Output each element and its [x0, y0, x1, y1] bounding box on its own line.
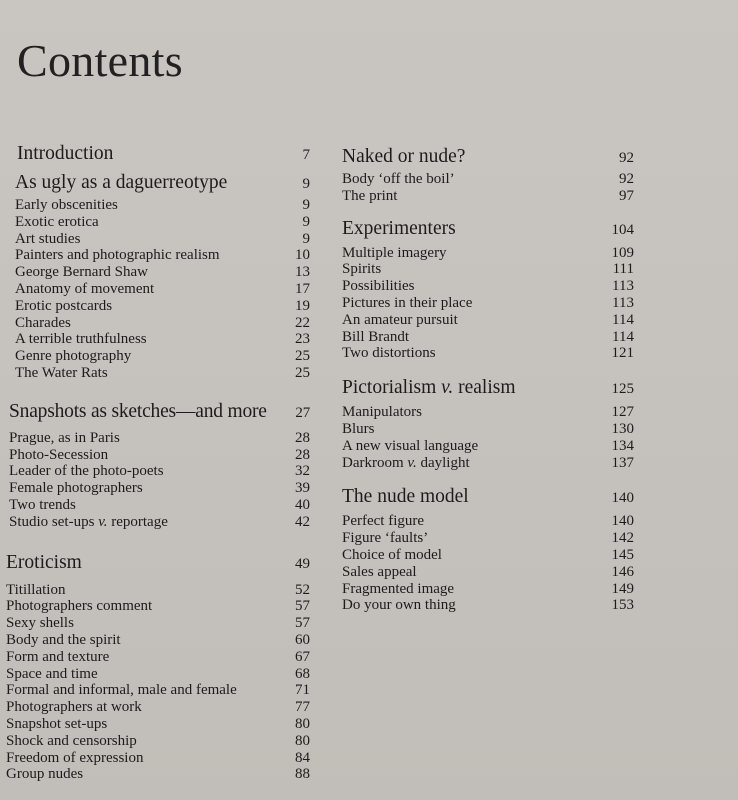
toc-entry — [6, 582, 310, 599]
toc-entry — [6, 666, 310, 683]
section-heading-page: 104 — [611, 221, 634, 238]
toc-entry — [342, 597, 634, 614]
toc-entry-title: Exotic erotica — [15, 213, 99, 230]
toc-entry-page: 84 — [295, 749, 310, 766]
section-heading-part: realism — [453, 377, 516, 399]
toc-entry-page: 39 — [295, 480, 310, 497]
toc-entry-title: Choice of model — [342, 546, 442, 563]
toc-entry — [6, 632, 310, 649]
toc-entry-page: 71 — [295, 682, 310, 699]
section-heading — [9, 400, 310, 425]
toc-entry-title: The print — [342, 187, 398, 204]
toc-entry-title-part: Darkroom — [342, 454, 408, 471]
toc-entry — [342, 564, 634, 581]
section-pictorialism — [342, 376, 634, 471]
toc-entry-page: 109 — [611, 244, 634, 261]
toc-entry-page: 111 — [612, 261, 634, 278]
section-heading-title: Naked or nude? — [342, 146, 466, 167]
toc-entry — [342, 581, 634, 598]
toc-entry — [342, 530, 634, 547]
toc-entry-page: 77 — [295, 699, 310, 716]
toc-entry — [342, 171, 634, 188]
toc-entry-title-italic: v. — [98, 513, 108, 530]
toc-entry-page: 80 — [295, 732, 310, 749]
section-heading — [17, 142, 310, 167]
toc-entry — [342, 312, 634, 329]
toc-entry-page: 23 — [295, 331, 310, 348]
toc-entry-title: Sexy shells — [6, 615, 74, 632]
toc-entry-title: Form and texture — [6, 648, 110, 665]
toc-entry-page: 140 — [611, 513, 634, 530]
toc-entry — [9, 514, 310, 531]
toc-entry — [342, 513, 634, 530]
toc-entry-page: 17 — [295, 280, 310, 297]
toc-entry-title: Multiple imagery — [342, 244, 447, 261]
toc-entry-page: 42 — [295, 513, 310, 530]
toc-entry-page: 137 — [611, 454, 634, 471]
toc-entry-page: 130 — [611, 420, 634, 437]
toc-entry-page: 145 — [611, 546, 634, 563]
toc-entry-title: Photo-Secession — [9, 446, 109, 463]
toc-entry-title: Two trends — [9, 496, 76, 513]
toc-entry-title: Photographers at work — [6, 699, 142, 716]
toc-entry-page: 113 — [612, 294, 634, 311]
toc-entry-title: Blurs — [342, 420, 375, 437]
section-heading-page: 7 — [302, 147, 310, 163]
toc-entry-title: Titillation — [6, 581, 66, 598]
contents-right-column — [342, 145, 634, 614]
section-nude-model — [342, 485, 634, 614]
toc-entry — [15, 264, 310, 281]
toc-entry-page: 19 — [295, 297, 310, 314]
toc-entry-page: 114 — [612, 328, 634, 345]
toc-entry — [342, 329, 634, 346]
toc-entry-title: Body and the spirit — [6, 631, 121, 648]
toc-entry-title: The Water Rats — [15, 364, 108, 381]
toc-entry — [9, 463, 310, 480]
toc-entry-title: Body ‘off the boil’ — [342, 171, 455, 187]
toc-entry-page: 10 — [295, 247, 310, 264]
toc-entry-page: 142 — [611, 530, 634, 547]
toc-entry — [342, 245, 634, 262]
section-heading-page: 125 — [611, 381, 634, 398]
section-introduction — [3, 142, 310, 167]
toc-entry-title — [342, 455, 470, 472]
toc-entry — [15, 281, 310, 298]
toc-entry-page: 127 — [611, 404, 634, 421]
toc-entry — [15, 231, 310, 248]
toc-entry — [9, 497, 310, 514]
toc-entry-title-italic: v. — [407, 454, 417, 471]
toc-entry-title: Spirits — [342, 261, 382, 278]
section-heading-title: Experimenters — [342, 217, 456, 239]
toc-entry-page: 92 — [619, 171, 634, 187]
toc-entry-title: Figure ‘faults’ — [342, 530, 429, 547]
section-heading — [342, 145, 634, 170]
toc-entry-title-part: daylight — [416, 454, 470, 471]
toc-entry — [15, 214, 310, 231]
section-heading-page: 92 — [619, 150, 634, 166]
toc-entry-page: 113 — [612, 278, 634, 295]
section-snapshots — [3, 400, 310, 531]
toc-entry-title: Fragmented image — [342, 580, 455, 597]
toc-entry-title: A terrible truthfulness — [15, 331, 147, 348]
toc-entry — [15, 348, 310, 365]
toc-entry-page: 68 — [295, 665, 310, 682]
toc-entry-title: An amateur pursuit — [342, 311, 458, 328]
toc-entry — [6, 682, 310, 699]
toc-entry-title: Perfect figure — [342, 513, 425, 530]
toc-entry — [342, 261, 634, 278]
toc-entry-title: Anatomy of movement — [15, 280, 155, 297]
toc-entry-title-part: reportage — [107, 513, 168, 530]
toc-entry — [6, 649, 310, 666]
toc-entry-page: 121 — [611, 345, 634, 362]
section-heading — [342, 217, 634, 242]
toc-entry-title: Snapshot set-ups — [6, 715, 108, 732]
toc-entry — [9, 430, 310, 447]
toc-entry-title: Group nudes — [6, 766, 84, 783]
toc-entry-page: 32 — [295, 463, 310, 480]
toc-entry — [6, 716, 310, 733]
toc-entry-page: 52 — [295, 581, 310, 598]
toc-entry-title: Bill Brandt — [342, 328, 410, 345]
toc-entry-title: Erotic postcards — [15, 297, 113, 314]
section-heading-title: As ugly as a daguerreotype — [15, 172, 228, 193]
toc-entry-page: 28 — [295, 429, 310, 446]
section-heading-title: Eroticism — [6, 551, 82, 573]
toc-entry-page: 25 — [295, 348, 310, 365]
toc-entry-title: Leader of the photo-poets — [9, 463, 164, 480]
toc-entry-title: Pictures in their place — [342, 294, 473, 311]
toc-entry-title: Photographers comment — [6, 598, 153, 615]
toc-entry — [342, 421, 634, 438]
toc-entry-title: Manipulators — [342, 404, 422, 421]
toc-entry-page: 88 — [295, 766, 310, 783]
toc-entry-page: 28 — [295, 446, 310, 463]
toc-entry-page: 146 — [611, 563, 634, 580]
toc-entry-title-part: Studio set-ups — [9, 513, 99, 530]
toc-entry-page: 97 — [619, 187, 634, 204]
toc-entry-title: Genre photography — [15, 348, 132, 365]
toc-entry-title: Art studies — [15, 230, 81, 247]
toc-entry-page: 40 — [295, 496, 310, 513]
toc-entry — [15, 365, 310, 382]
toc-entry — [15, 331, 310, 348]
toc-entry-title: Possibilities — [342, 278, 415, 295]
toc-entry-page: 114 — [612, 311, 634, 328]
toc-entry — [6, 598, 310, 615]
toc-entry-page: 57 — [295, 615, 310, 632]
toc-entry-page: 60 — [295, 631, 310, 648]
section-heading-title: Introduction — [17, 143, 114, 164]
toc-entry-title: Two distortions — [342, 345, 436, 362]
toc-entry-title: Sales appeal — [342, 563, 417, 580]
section-heading-page: 27 — [295, 404, 310, 421]
toc-entry-title: Space and time — [6, 665, 98, 682]
toc-entry — [342, 188, 634, 205]
toc-entry — [342, 345, 634, 362]
section-daguerreotype — [3, 171, 310, 382]
toc-entry — [15, 247, 310, 264]
section-naked-or-nude — [342, 145, 634, 205]
section-heading-page: 140 — [611, 490, 634, 507]
toc-entry-title: Painters and photographic realism — [15, 247, 220, 264]
toc-entry-title — [9, 514, 168, 531]
section-heading-title: Snapshots as sketches—and more — [9, 400, 267, 422]
toc-entry — [6, 750, 310, 767]
toc-entry-title: A new visual language — [342, 437, 479, 454]
toc-entry-title: Freedom of expression — [6, 749, 144, 766]
toc-entry — [342, 295, 634, 312]
contents-left-column — [3, 142, 310, 783]
toc-entry-title: Early obscenities — [15, 197, 118, 213]
toc-entry-title: Prague, as in Paris — [9, 429, 120, 446]
section-heading-title — [342, 376, 516, 400]
toc-entry — [15, 298, 310, 315]
toc-entry — [6, 615, 310, 632]
toc-entry — [342, 438, 634, 455]
toc-entry — [342, 278, 634, 295]
toc-entry — [6, 733, 310, 750]
section-heading-page: 9 — [302, 176, 310, 192]
section-heading-italic: v. — [441, 377, 454, 399]
toc-entry-title: Charades — [15, 314, 71, 331]
toc-entry-page: 22 — [295, 314, 310, 331]
toc-entry-page: 25 — [295, 364, 310, 381]
toc-entry-page: 134 — [611, 437, 634, 454]
toc-entry — [9, 480, 310, 497]
toc-entry — [9, 447, 310, 464]
toc-entry-page: 80 — [295, 715, 310, 732]
toc-entry-page: 9 — [302, 230, 310, 247]
toc-entry — [6, 699, 310, 716]
toc-entry — [6, 766, 310, 783]
toc-entry-page: 149 — [611, 580, 634, 597]
toc-entry-page: 9 — [302, 213, 310, 230]
toc-entry-page: 67 — [295, 648, 310, 665]
toc-entry-title: Female photographers — [9, 480, 143, 497]
toc-entry-page: 9 — [302, 197, 310, 213]
toc-entry-title: Shock and censorship — [6, 732, 137, 749]
toc-entry-title: Formal and informal, male and female — [6, 682, 237, 699]
toc-entry — [342, 547, 634, 564]
toc-entry — [342, 455, 634, 472]
toc-entry-page: 13 — [295, 264, 310, 281]
section-heading-page: 49 — [295, 555, 310, 572]
section-heading — [15, 171, 310, 196]
section-heading — [6, 551, 310, 576]
toc-entry — [15, 197, 310, 214]
toc-entry — [342, 404, 634, 421]
toc-entry-title: Do your own thing — [342, 597, 456, 614]
section-heading — [342, 376, 634, 401]
page-title: Contents — [17, 35, 183, 86]
toc-entry-page: 153 — [611, 597, 634, 614]
section-heading — [342, 485, 634, 510]
toc-entry-title: George Bernard Shaw — [15, 264, 149, 281]
toc-entry-page: 57 — [295, 598, 310, 615]
section-eroticism — [3, 551, 310, 784]
section-heading-title: The nude model — [342, 486, 469, 508]
section-experimenters — [342, 217, 634, 363]
section-heading-part: Pictorialism — [342, 377, 442, 399]
toc-entry — [15, 315, 310, 332]
